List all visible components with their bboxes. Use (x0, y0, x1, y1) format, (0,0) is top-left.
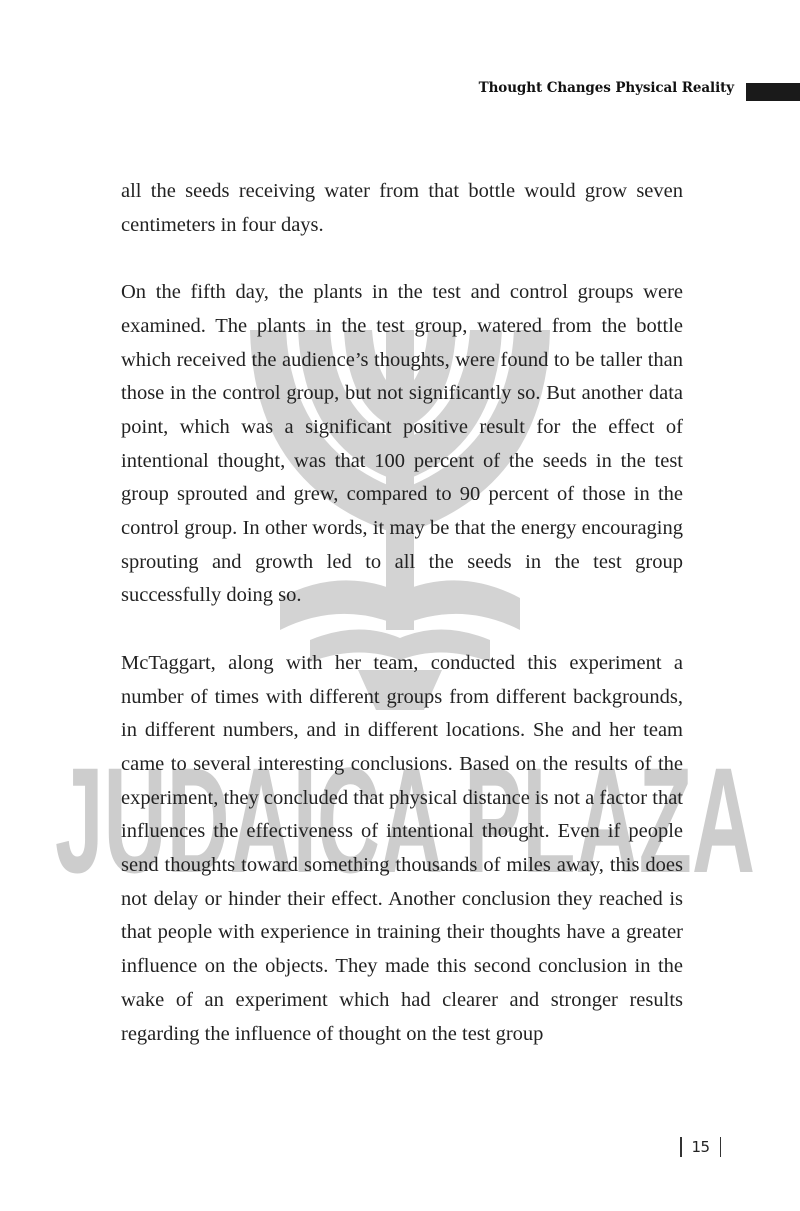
paragraph: McTaggart, along with her team, conducted this experiment a number of times with different groups from different backgrounds, in different numbers, and in different locations. She and her team came to several interesting conclusions. Based on the results of the experiment, they concluded that physical distance is not a factor that influences the effectiveness of intentional thought. Even if people send thoughts toward something thousands of miles away, this does not delay or hinder their effect. Another conclusion they reached is that people with experience in training their thoughts have a greater influence on the objects. They made this second conclusion in the wake of an experiment which had clearer and stronger results regarding the influence of thought on the test group (121, 651, 683, 1045)
page-number: 15 (691, 1138, 710, 1156)
page-number-block (680, 1136, 721, 1158)
folio-rule-right (720, 1137, 722, 1157)
svg-text:JUDAICA PLAZA: JUDAICA PLAZA (55, 752, 755, 892)
running-header-title: Thought Changes Physical Reality (478, 80, 734, 96)
paragraph: all the seeds receiving water from that bottle would grow seven centimeters in four days. (121, 180, 683, 236)
body-text (121, 175, 683, 1051)
header-bar-decoration (746, 83, 800, 101)
paragraph: On the fifth day, the plants in the test and control groups were examined. The plants in the test group, watered from the bottle which received the audience’s thoughts, were found to be taller than those in the control group, but not significantly so. But another data point, which was a significant positive result for the effect of intentional thought, was that 100 percent of the seeds in the test group sprouted and grew, compared to 90 percent of those in the control group. In other words, it may be that the energy encouraging sprouting and growth led to all the seeds in the test group successfully doing so. (121, 281, 683, 607)
